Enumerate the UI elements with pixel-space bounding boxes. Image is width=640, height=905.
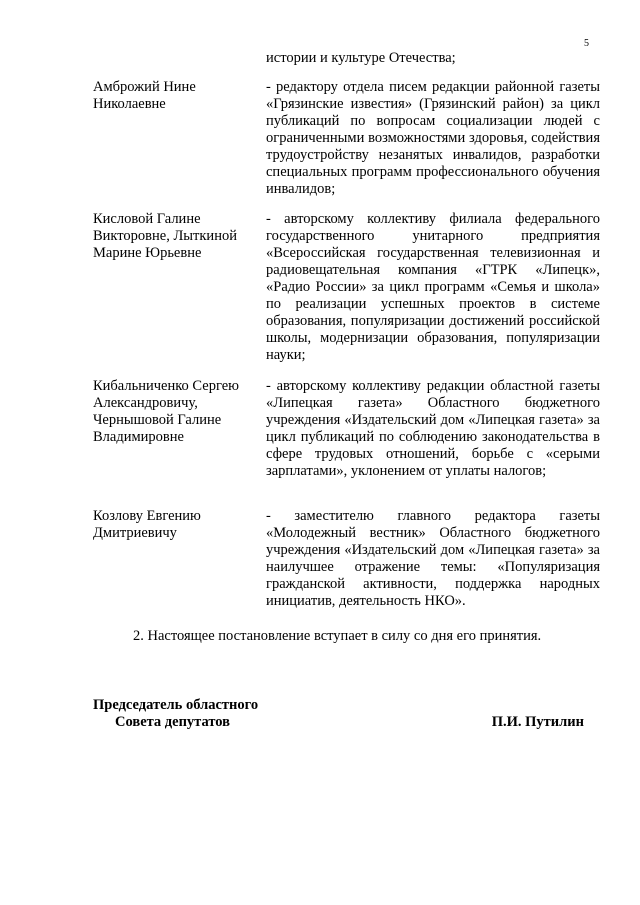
resolution-clause: 2. Настоящее постановление вступает в силу со дня его принятия. — [133, 628, 542, 644]
page-number: 5 — [584, 38, 589, 49]
signatory-title-line2: Совета депутатов — [115, 714, 231, 730]
award-description: - редактору отдела писем редакции районной газеты «Грязинские известия» (Грязинский район) за цикл публикаций по вопросам социализации людей с ограниченными возможностями здоровья, содействия трудоустройству незанятых инвалидов, разработки специальных программ профессионального обучения инвалидов; — [266, 79, 600, 197]
award-description: - заместителю главного редактора газеты «Молодежный вестник» Областного бюджетного учреждения «Издательский дом «Липецкая газета» за наилучшее отражение темы: «Популяризация гражданской активности, поддержка народных инициатив, деятельность НКО». — [266, 508, 600, 609]
recipient-name: Козлову Евгению Дмитриевичу — [93, 508, 201, 541]
signatory-title-line1: Председатель областного — [93, 697, 259, 713]
recipient-name: Кибальниченко Сергею Александровичу, Чернышовой Галине Владимировне — [93, 378, 239, 445]
recipient-name: Амброжий Нине Николаевне — [93, 79, 196, 112]
continuation-text: истории и культуре Отечества; — [266, 50, 456, 66]
recipient-name: Кисловой Галине Викторовне, Лыткиной Марине Юрьевне — [93, 211, 237, 261]
signatory-name: П.И. Путилин — [491, 714, 584, 730]
award-description: - авторскому коллективу редакции областной газеты «Липецкая газета» Областного бюджетного учреждения «Издательский дом «Липецкая газета» за цикл публикаций по соблюдению законодательства в сфере трудовых отношений, борьбе с «серыми зарплатами», уклонением от уплаты налогов; — [266, 378, 600, 479]
award-description: - авторскому коллективу филиала федерального государственного унитарного предприятия «Всероссийская государственная телевизионная и радиовещательная компания «ГТРК «Липецк», «Радио России» за цикл программ «Семья и школа» по реализации успешных проектов в системе образования, популяризации достижений российской школы, модернизации образования, популяризации науки; — [266, 211, 600, 363]
